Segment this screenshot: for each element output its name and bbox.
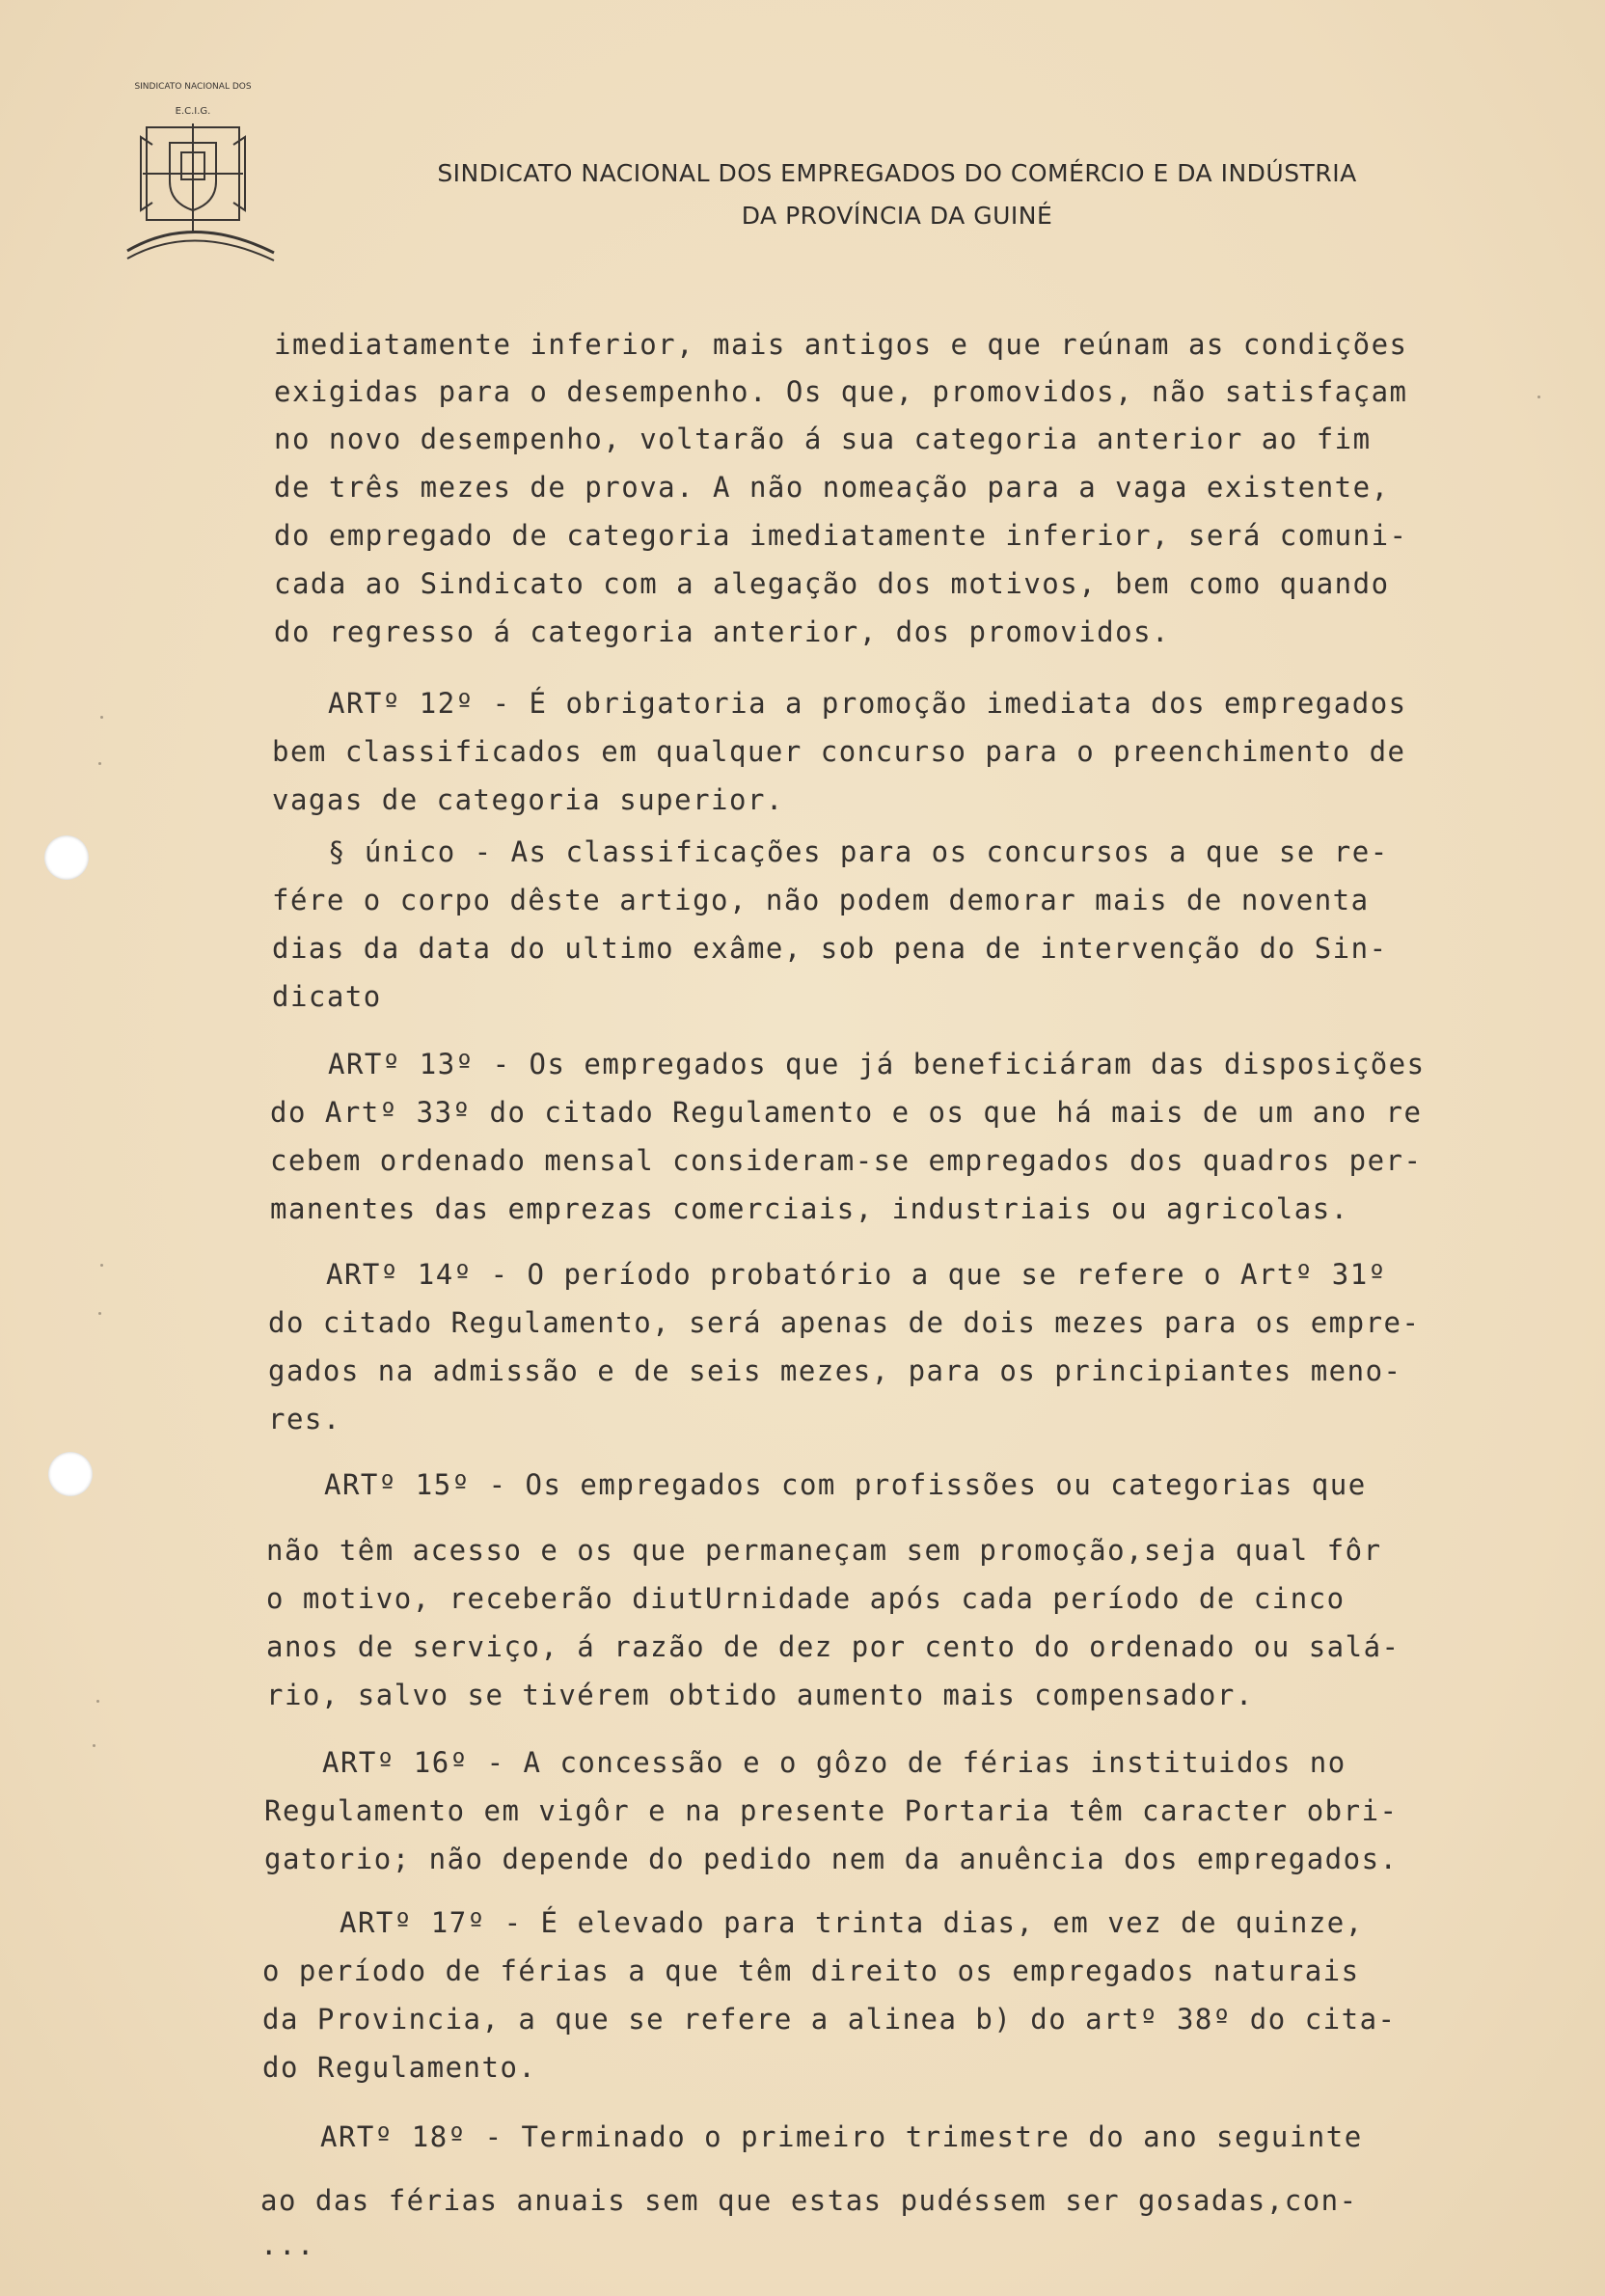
body-line: dias da data do ultimo exâme, sob pena de intervenção do Sin-	[272, 932, 1388, 965]
body-line: ARTº 13º - Os empregados que já beneficiáram das disposições	[328, 1048, 1426, 1080]
paper-speck	[93, 1744, 95, 1747]
letterhead-line-2: DA PROVÍNCIA DA GUINÉ	[741, 202, 1053, 230]
body-line: o motivo, receberão diutUrnidade após cada período de cinco	[266, 1582, 1346, 1615]
logo-text-mid: E.C.I.G.	[175, 106, 211, 117]
body-line: vagas de categoria superior.	[272, 783, 784, 816]
punch-hole-bottom	[48, 1452, 93, 1496]
paper-speck	[98, 762, 101, 765]
logo-text-top: SINDICATO NACIONAL DOS	[134, 82, 252, 92]
body-line: no novo desempenho, voltarão á sua categoria anterior ao fim	[274, 423, 1372, 455]
body-line: ARTº 12º - É obrigatoria a promoção imediata dos empregados	[328, 687, 1407, 720]
body-line: da Provincia, a que se refere a alinea b) do artº 38º do cita-	[262, 2003, 1397, 2036]
paper-speck	[1537, 396, 1540, 398]
body-line: gados na admissão e de seis mezes, para os principiantes meno-	[268, 1354, 1402, 1387]
paper-speck	[98, 1312, 101, 1315]
body-line: exigidas para o desempenho. Os que, promovidos, não satisfaçam	[274, 375, 1408, 408]
body-line: cada ao Sindicato com a alegação dos motivos, bem como quando	[274, 567, 1390, 600]
body-line: ARTº 14º - O período probatório a que se refere o Artº 31º	[326, 1258, 1387, 1291]
body-line: bem classificados em qualquer concurso para o preenchimento de	[272, 735, 1406, 768]
body-line: do Artº 33º do citado Regulamento e os que há mais de um ano re	[270, 1096, 1423, 1129]
letterhead	[367, 152, 1428, 237]
body-line: ARTº 16º - A concessão e o gôzo de férias instituidos no	[322, 1746, 1347, 1779]
body-line: res.	[268, 1403, 341, 1435]
body-line: rio, salvo se tivérem obtido aumento mais compensador.	[266, 1679, 1254, 1711]
union-emblem-icon	[114, 68, 286, 270]
body-line: cebem ordenado mensal consideram-se empregados dos quadros per-	[270, 1144, 1423, 1177]
body-line: de três mezes de prova. A não nomeação para a vaga existente,	[274, 471, 1390, 504]
body-line: Regulamento em vigôr e na presente Portaria têm caracter obri-	[264, 1794, 1399, 1827]
body-line: § único - As classificações para os concursos a que se re-	[328, 835, 1389, 868]
body-line: o período de férias a que têm direito os empregados naturais	[262, 1954, 1360, 1987]
body-line: anos de serviço, á razão de dez por cento do ordenado ou salá-	[266, 1630, 1401, 1663]
paper-speck	[100, 716, 103, 719]
body-line: fére o corpo dêste artigo, não podem demorar mais de noventa	[272, 884, 1370, 916]
punch-hole-top	[44, 835, 89, 880]
body-line: ARTº 15º - Os empregados com profissões ou categorias que	[324, 1468, 1367, 1501]
body-line: do Regulamento.	[262, 2051, 537, 2084]
body-line: ao das férias anuais sem que estas pudéssem ser gosadas,con-	[260, 2184, 1358, 2217]
body-line: manentes das emprezas comerciais, industriais ou agricolas.	[270, 1192, 1349, 1225]
body-line: ARTº 18º - Terminado o primeiro trimestre do ano seguinte	[320, 2120, 1363, 2153]
paper-speck	[100, 1264, 103, 1267]
body-line: ...	[260, 2228, 315, 2261]
body-line: do empregado de categoria imediatamente inferior, será comuni-	[274, 519, 1408, 552]
body-line: do citado Regulamento, será apenas de dois mezes para os empre-	[268, 1306, 1421, 1339]
body-line: do regresso á categoria anterior, dos promovidos.	[274, 615, 1171, 648]
body-line: não têm acesso e os que permaneçam sem promoção,seja qual fôr	[266, 1534, 1382, 1567]
body-line: dicato	[272, 980, 382, 1013]
paper-speck	[96, 1700, 99, 1703]
body-line: gatorio; não depende do pedido nem da anuência dos empregados.	[264, 1843, 1399, 1875]
body-line: ARTº 17º - É elevado para trinta dias, em vez de quinze,	[340, 1906, 1364, 1939]
letterhead-line-1: SINDICATO NACIONAL DOS EMPREGADOS DO COMÉRCIO E DA INDÚSTRIA	[437, 159, 1357, 187]
body-line: imediatamente inferior, mais antigos e que reúnam as condições	[274, 328, 1408, 361]
